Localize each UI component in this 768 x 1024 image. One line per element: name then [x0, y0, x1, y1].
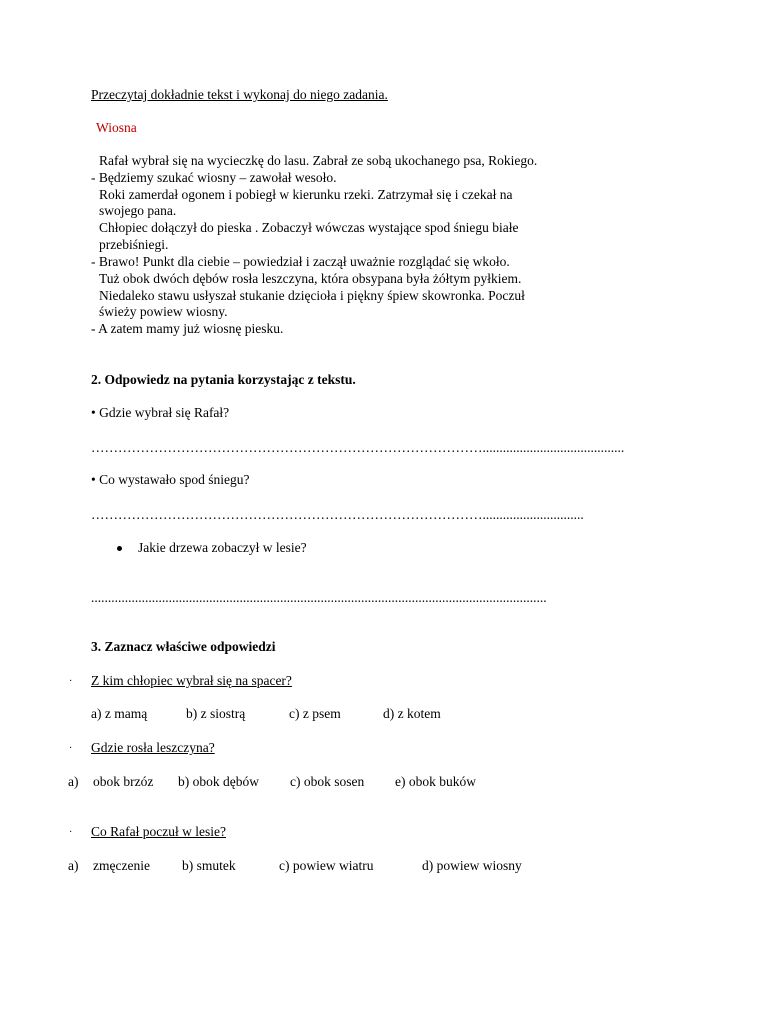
mc-option[interactable]: c) obok sosen — [290, 774, 365, 789]
mc-option[interactable]: b) smutek — [182, 858, 236, 873]
story-title: Wiosna — [96, 120, 137, 135]
story-line: Chłopiec dołączył do pieska . Zobaczył wówczas wystające spod śniegu białe — [99, 220, 519, 235]
mc-question-2: Gdzie rosła leszczyna? — [91, 740, 215, 755]
story-line: Rafał wybrał się na wycieczkę do lasu. Zabrał ze sobą ukochanego psa, Rokiego. — [99, 153, 538, 168]
mc-option[interactable]: obok brzóz — [93, 774, 154, 789]
mc-option-label: a) — [68, 774, 79, 789]
task3-heading: 3. Zaznacz właściwe odpowiedzi — [91, 639, 276, 654]
story-line: - Brawo! Punkt dla ciebie – powiedział i zaczął uważnie rozglądać się wkoło. — [91, 254, 510, 269]
list-marker: · — [69, 827, 73, 838]
story-line: przebiśniegi. — [99, 237, 169, 252]
mc-option[interactable]: e) obok buków — [395, 774, 476, 789]
story-line: - Będziemy szukać wiosny – zawołał wesoło. — [91, 170, 337, 185]
mc-question-3: Co Rafał poczuł w lesie? — [91, 824, 226, 839]
answer-line-1[interactable]: …………………………………………………………………………….......................................... — [91, 440, 625, 455]
answer-line-2[interactable]: …………………………………………………………………………….............................. — [91, 507, 584, 522]
story-line: - A zatem mamy już wiosnę piesku. — [91, 321, 284, 336]
question-3-bullet — [117, 540, 122, 557]
list-marker: · — [69, 676, 73, 687]
task2-heading: 2. Odpowiedz na pytania korzystając z tekstu. — [91, 372, 356, 387]
question-3: Jakie drzewa zobaczył w lesie? — [138, 540, 307, 555]
mc-option-label: a) — [68, 858, 79, 873]
instruction-text: Przeczytaj dokładnie tekst i wykonaj do niego zadania. — [91, 87, 388, 102]
question-1: • Gdzie wybrał się Rafał? — [91, 405, 230, 420]
question-2: • Co wystawało spod śniegu? — [91, 472, 250, 487]
mc-option[interactable]: a) z mamą — [91, 706, 148, 721]
story-line: świeży powiew wiosny. — [99, 304, 228, 319]
mc-option[interactable]: b) obok dębów — [178, 774, 259, 789]
story-line: swojego pana. — [99, 203, 177, 218]
mc-option[interactable]: zmęczenie — [93, 858, 150, 873]
story-line: Tuż obok dwóch dębów rosła leszczyna, która obsypana była żółtym pyłkiem. — [99, 271, 522, 286]
answer-line-3[interactable]: ....................................................................................................................................... — [91, 590, 547, 605]
list-marker: · — [69, 743, 73, 754]
bullet-icon — [117, 546, 122, 551]
mc-option[interactable]: b) z siostrą — [186, 706, 246, 721]
mc-question-1: Z kim chłopiec wybrał się na spacer? — [91, 673, 292, 688]
story-line: Roki zamerdał ogonem i pobiegł w kierunku rzeki. Zatrzymał się i czekał na — [99, 187, 513, 202]
mc-option[interactable]: d) z kotem — [383, 706, 441, 721]
story-line: Niedaleko stawu usłyszał stukanie dzięcioła i piękny śpiew skowronka. Poczuł — [99, 288, 525, 303]
mc-option[interactable]: c) z psem — [289, 706, 341, 721]
mc-option[interactable]: c) powiew wiatru — [279, 858, 374, 873]
mc-option[interactable]: d) powiew wiosny — [422, 858, 522, 873]
